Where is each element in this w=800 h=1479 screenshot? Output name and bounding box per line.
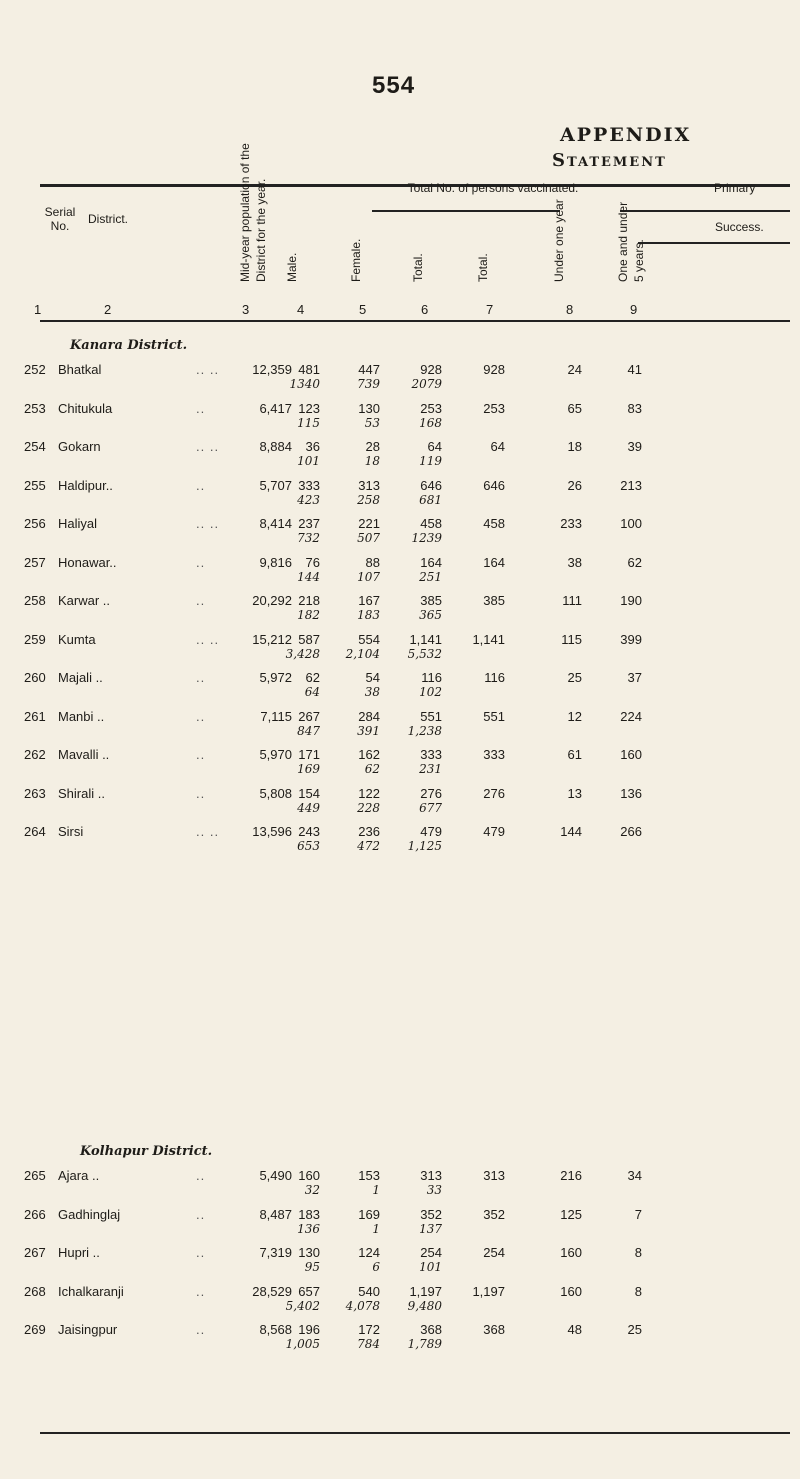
- cell-population: 12,359: [252, 362, 292, 377]
- cell-female: 124: [358, 1245, 380, 1260]
- cell-population: 20,292: [252, 593, 292, 608]
- cell-district: Karwar ..: [58, 593, 111, 608]
- cell-male2: 169: [297, 762, 320, 776]
- cell-female: 88: [365, 554, 380, 570]
- table-bottom-rule: [40, 1432, 790, 1434]
- cell-female2: 391: [357, 723, 380, 738]
- cell-male: 62: [305, 670, 320, 685]
- cell-total2: 1,238: [407, 723, 442, 738]
- cell-serial: 254: [24, 439, 46, 454]
- cell-male2: 101: [297, 454, 320, 468]
- cell-under-one: 18: [567, 439, 582, 454]
- cell-population: 8,884: [259, 439, 292, 454]
- cell-under-one: 233: [560, 516, 582, 531]
- cell-success-total: 368: [483, 1322, 505, 1337]
- cell-dots: ..: [196, 593, 206, 608]
- cell-female2: 38: [364, 685, 380, 699]
- cell-male: 267: [298, 708, 320, 724]
- cell-success-total: 116: [484, 670, 505, 685]
- cell-district: Kumta: [58, 631, 96, 647]
- cell-population: 5,970: [259, 747, 292, 762]
- cell-district: Sirsi: [58, 824, 84, 839]
- cell-total: 164: [420, 554, 442, 570]
- page-number: 554: [372, 72, 416, 99]
- cell-success-total: 1,197: [472, 1283, 505, 1299]
- cell-population: 15,212: [252, 631, 292, 647]
- cell-female2: 1: [372, 1221, 380, 1236]
- cell-under-one: 12: [567, 708, 582, 724]
- cell-dots: ..: [196, 554, 206, 570]
- cell-total: 276: [420, 785, 442, 801]
- cell-female: 169: [358, 1206, 380, 1222]
- cell-male2: 847: [297, 723, 320, 738]
- cell-population: 8,487: [259, 1206, 292, 1222]
- cell-total: 116: [421, 670, 442, 685]
- cell-total2: 251: [419, 569, 442, 584]
- cell-dots: .. ..: [196, 516, 220, 531]
- header-female: Female.: [349, 238, 363, 282]
- cell-female2: 62: [364, 762, 380, 776]
- cell-female2: 784: [357, 1337, 380, 1351]
- cell-population: 5,808: [259, 785, 292, 801]
- cell-total: 928: [420, 362, 442, 377]
- cell-dots: ..: [196, 1168, 206, 1183]
- cell-dots: ..: [196, 747, 206, 762]
- cell-total2: 1239: [411, 531, 442, 545]
- colnum-9: 9: [630, 302, 638, 317]
- cell-success-total: 458: [483, 516, 505, 531]
- colnum-6: 6: [421, 302, 429, 317]
- cell-serial: 259: [24, 631, 46, 647]
- appendix-heading: APPENDIX: [560, 124, 692, 146]
- section-title: Kolhapur District.: [80, 1144, 213, 1159]
- cell-dots: ..: [196, 708, 206, 724]
- colnum-1: 1: [34, 302, 42, 317]
- cell-female: 162: [358, 747, 380, 762]
- cell-total2: 677: [419, 800, 442, 815]
- header-district: District.: [88, 212, 128, 226]
- header-one-five-line2: 5 years.: [632, 239, 646, 282]
- cell-under-one: 160: [560, 1245, 582, 1260]
- cell-serial: 263: [24, 785, 46, 801]
- cell-one-five: 224: [620, 708, 642, 724]
- cell-total: 646: [420, 477, 442, 493]
- cell-total2: 681: [419, 492, 442, 507]
- cell-total: 458: [420, 516, 442, 531]
- cell-male: 243: [298, 824, 320, 839]
- cell-total2: 33: [426, 1183, 442, 1197]
- cell-under-one: 160: [560, 1283, 582, 1299]
- cell-district: Ichalkaranji: [58, 1283, 124, 1299]
- cell-district: Manbi ..: [58, 708, 105, 724]
- cell-under-one: 125: [560, 1206, 582, 1222]
- header-primary: Primary: [714, 181, 756, 195]
- cell-success-total: 385: [483, 593, 505, 608]
- cell-district: Ajara ..: [58, 1168, 100, 1183]
- cell-female2: 258: [357, 492, 380, 507]
- cell-success-total: 352: [483, 1206, 505, 1222]
- cell-male2: 653: [297, 839, 320, 853]
- cell-dots: ..: [196, 400, 206, 416]
- cell-female: 153: [358, 1168, 380, 1183]
- cell-district: Bhatkal: [58, 362, 102, 377]
- cell-total: 368: [420, 1322, 442, 1337]
- cell-dots: .. ..: [196, 439, 220, 454]
- cell-total: 253: [420, 400, 442, 416]
- cell-male: 218: [298, 593, 320, 608]
- cell-total2: 137: [419, 1221, 442, 1236]
- cell-female: 554: [358, 631, 380, 647]
- cell-district: Jaisingpur: [58, 1322, 118, 1337]
- cell-district: Honawar..: [58, 554, 117, 570]
- cell-female: 130: [358, 400, 380, 416]
- cell-one-five: 136: [620, 785, 642, 801]
- cell-serial: 267: [24, 1245, 46, 1260]
- cell-female2: 507: [357, 531, 380, 545]
- cell-total2: 5,532: [407, 646, 442, 661]
- cell-one-five: 213: [620, 477, 642, 493]
- colnum-8: 8: [566, 302, 574, 317]
- cell-female2: 2,104: [345, 646, 380, 661]
- cell-male: 160: [298, 1168, 320, 1183]
- cell-success-total: 276: [483, 785, 505, 801]
- cell-male2: 182: [297, 608, 320, 622]
- cell-male: 123: [298, 400, 320, 416]
- cell-population: 8,414: [259, 516, 292, 531]
- cell-dots: ..: [196, 1206, 206, 1222]
- cell-total: 352: [420, 1206, 442, 1222]
- cell-success-total: 333: [483, 747, 505, 762]
- cell-female: 447: [358, 362, 380, 377]
- cell-male2: 136: [297, 1221, 320, 1236]
- cell-one-five: 8: [634, 1245, 642, 1260]
- cell-male2: 5,402: [285, 1298, 320, 1313]
- cell-district: Haliyal: [58, 516, 98, 531]
- cell-serial: 256: [24, 516, 46, 531]
- cell-serial: 264: [24, 824, 46, 839]
- cell-female2: 4,078: [345, 1298, 380, 1313]
- cell-population: 9,816: [259, 554, 292, 570]
- cell-total2: 231: [419, 762, 442, 776]
- cell-serial: 265: [24, 1168, 46, 1183]
- header-bottom-rule: [40, 320, 790, 322]
- cell-female2: 228: [357, 800, 380, 815]
- cell-total2: 1,125: [407, 839, 442, 853]
- cell-district: Chitukula: [58, 400, 113, 416]
- cell-population: 8,568: [259, 1322, 292, 1337]
- cell-male: 130: [298, 1245, 320, 1260]
- cell-female2: 472: [357, 839, 380, 853]
- cell-male2: 32: [304, 1183, 320, 1197]
- cell-success-total: 164: [483, 554, 505, 570]
- header-total-vaccinated: Total No. of persons vaccinated.: [407, 181, 579, 195]
- cell-male2: 1,005: [285, 1337, 320, 1351]
- cell-dots: ..: [196, 670, 206, 685]
- cell-one-five: 37: [627, 670, 642, 685]
- cell-dots: ..: [196, 1245, 206, 1260]
- cell-female: 236: [358, 824, 380, 839]
- header-success: Success.: [715, 220, 764, 234]
- cell-total2: 168: [419, 415, 442, 430]
- cell-female: 284: [358, 708, 380, 724]
- cell-male: 196: [298, 1322, 320, 1337]
- header-total: Total.: [411, 253, 425, 282]
- cell-success-total: 646: [483, 477, 505, 493]
- cell-one-five: 83: [627, 400, 642, 416]
- cell-under-one: 48: [567, 1322, 582, 1337]
- cell-success-total: 1,141: [472, 631, 505, 647]
- colnum-5: 5: [359, 302, 367, 317]
- cell-male: 76: [305, 554, 320, 570]
- cell-total2: 101: [419, 1260, 442, 1274]
- cell-one-five: 160: [620, 747, 642, 762]
- cell-population: 7,319: [259, 1245, 292, 1260]
- cell-serial: 260: [24, 670, 46, 685]
- cell-female: 167: [358, 593, 380, 608]
- cell-success-total: 64: [490, 439, 505, 454]
- cell-under-one: 38: [567, 554, 582, 570]
- cell-female2: 739: [357, 377, 380, 391]
- cell-male2: 95: [304, 1260, 320, 1274]
- cell-under-one: 26: [567, 477, 582, 493]
- cell-success-total: 551: [483, 708, 505, 724]
- cell-serial: 262: [24, 747, 46, 762]
- cell-dots: .. ..: [196, 631, 220, 647]
- cell-one-five: 34: [627, 1168, 642, 1183]
- cell-under-one: 61: [567, 747, 582, 762]
- cell-total2: 365: [419, 608, 442, 622]
- cell-population: 13,596: [252, 824, 292, 839]
- cell-serial: 253: [24, 400, 46, 416]
- cell-total: 64: [427, 439, 442, 454]
- cell-female2: 183: [357, 608, 380, 622]
- cell-female2: 18: [364, 454, 380, 468]
- cell-male: 587: [298, 631, 320, 647]
- cell-dots: .. ..: [196, 362, 220, 377]
- cell-female: 221: [358, 516, 380, 531]
- cell-one-five: 7: [634, 1206, 642, 1222]
- cell-success-total: 253: [483, 400, 505, 416]
- cell-total2: 9,480: [407, 1298, 442, 1313]
- cell-total: 333: [420, 747, 442, 762]
- statement-heading: Statement: [552, 150, 667, 171]
- cell-male2: 115: [297, 415, 320, 430]
- cell-one-five: 399: [620, 631, 642, 647]
- cell-male: 481: [298, 362, 320, 377]
- colnum-7: 7: [486, 302, 494, 317]
- cell-total: 1,197: [409, 1283, 442, 1299]
- cell-female2: 107: [357, 569, 380, 584]
- cell-female: 540: [358, 1283, 380, 1299]
- cell-population: 5,972: [259, 670, 292, 685]
- cell-total: 385: [420, 593, 442, 608]
- cell-female: 313: [358, 477, 380, 493]
- cell-female: 172: [358, 1322, 380, 1337]
- cell-male2: 1340: [289, 377, 320, 391]
- cell-serial: 258: [24, 593, 46, 608]
- colnum-2: 2: [104, 302, 112, 317]
- cell-male2: 449: [297, 800, 320, 815]
- cell-district: Shirali ..: [58, 785, 105, 801]
- cell-serial: 257: [24, 554, 46, 570]
- cell-dots: ..: [196, 477, 206, 493]
- cell-success-total: 479: [483, 824, 505, 839]
- cell-under-one: 13: [567, 785, 582, 801]
- cell-male: 333: [298, 477, 320, 493]
- cell-male2: 64: [304, 685, 320, 699]
- cell-under-one: 111: [562, 593, 582, 608]
- cell-female2: 6: [372, 1260, 380, 1274]
- cell-success-total: 928: [483, 362, 505, 377]
- total-vaccinated-rule: [372, 210, 560, 212]
- cell-total2: 2079: [411, 377, 442, 391]
- cell-serial: 261: [24, 708, 46, 724]
- cell-male: 36: [305, 439, 320, 454]
- cell-under-one: 24: [567, 362, 582, 377]
- cell-total2: 102: [419, 685, 442, 699]
- cell-one-five: 25: [627, 1322, 642, 1337]
- cell-male: 237: [298, 516, 320, 531]
- cell-district: Gokarn: [58, 439, 101, 454]
- cell-male: 657: [298, 1283, 320, 1299]
- cell-one-five: 8: [634, 1283, 642, 1299]
- cell-total: 254: [420, 1245, 442, 1260]
- header-male: Male.: [285, 252, 299, 282]
- cell-male: 183: [298, 1206, 320, 1222]
- cell-one-five: 39: [627, 439, 642, 454]
- cell-male: 154: [298, 785, 320, 801]
- cell-total: 479: [420, 824, 442, 839]
- cell-district: Hupri ..: [58, 1245, 100, 1260]
- cell-male2: 423: [297, 492, 320, 507]
- section-title: Kanara District.: [70, 338, 188, 353]
- cell-dots: ..: [196, 785, 206, 801]
- cell-population: 7,115: [260, 708, 292, 724]
- cell-total: 551: [420, 708, 442, 724]
- header-serial: Serial No.: [44, 205, 76, 233]
- cell-one-five: 62: [627, 554, 642, 570]
- cell-dots: ..: [196, 1322, 206, 1337]
- cell-male2: 3,428: [285, 646, 320, 661]
- cell-one-five: 100: [620, 516, 642, 531]
- cell-population: 28,529: [252, 1283, 292, 1299]
- cell-female: 28: [365, 439, 380, 454]
- header-population-line2: District for the year.: [254, 178, 268, 282]
- cell-serial: 266: [24, 1206, 46, 1222]
- cell-success-total: 254: [483, 1245, 505, 1260]
- cell-total2: 1,789: [407, 1337, 442, 1351]
- cell-under-one: 25: [567, 670, 582, 685]
- cell-serial: 269: [24, 1322, 46, 1337]
- cell-under-one: 115: [561, 631, 582, 647]
- primary-rule: [620, 210, 790, 212]
- header-under-one-year: Under one year: [552, 199, 566, 282]
- cell-female: 54: [365, 670, 380, 685]
- cell-serial: 252: [24, 362, 46, 377]
- cell-total: 313: [420, 1168, 442, 1183]
- cell-district: Majali ..: [58, 670, 103, 685]
- colnum-4: 4: [297, 302, 305, 317]
- colnum-3: 3: [242, 302, 250, 317]
- cell-total: 1,141: [409, 631, 442, 647]
- cell-male2: 144: [297, 569, 320, 584]
- cell-male2: 732: [297, 531, 320, 545]
- header-one-five-line1: One and under: [616, 201, 630, 282]
- cell-under-one: 144: [560, 824, 582, 839]
- cell-total2: 119: [419, 454, 442, 468]
- cell-male: 171: [298, 747, 320, 762]
- cell-under-one: 216: [560, 1168, 582, 1183]
- cell-female2: 53: [364, 415, 380, 430]
- cell-district: Gadhinglaj: [58, 1206, 121, 1222]
- cell-dots: .. ..: [196, 824, 220, 839]
- cell-one-five: 266: [620, 824, 642, 839]
- cell-district: Haldipur..: [58, 477, 113, 493]
- cell-population: 6,417: [259, 400, 292, 416]
- cell-serial: 268: [24, 1283, 46, 1299]
- header-total-success: Total.: [476, 253, 490, 282]
- header-population-line1: Mid-year population of the: [238, 143, 252, 282]
- cell-one-five: 41: [627, 362, 642, 377]
- cell-success-total: 313: [483, 1168, 505, 1183]
- cell-dots: ..: [196, 1283, 206, 1299]
- cell-population: 5,490: [259, 1168, 292, 1183]
- cell-female2: 1: [372, 1183, 380, 1197]
- success-rule: [638, 242, 790, 244]
- cell-serial: 255: [24, 477, 46, 493]
- cell-population: 5,707: [259, 477, 292, 493]
- cell-female: 122: [358, 785, 380, 801]
- cell-district: Mavalli ..: [58, 747, 110, 762]
- cell-under-one: 65: [567, 400, 582, 416]
- cell-one-five: 190: [620, 593, 642, 608]
